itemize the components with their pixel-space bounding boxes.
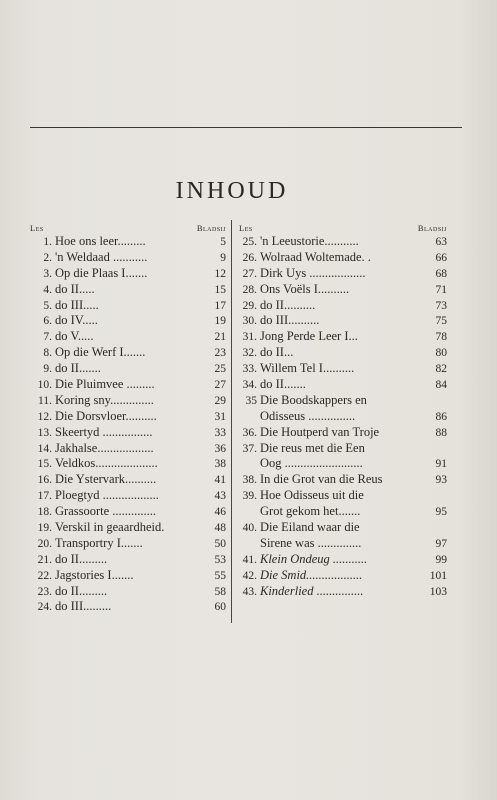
toc-entry — [30, 393, 226, 409]
lesson-number: 35 — [245, 394, 257, 407]
lesson-number: 20. — [37, 537, 52, 550]
page-number: 73 — [435, 299, 447, 312]
toc-entry — [30, 282, 226, 298]
lesson-title: Verskil in geaardheid. — [55, 520, 165, 535]
lesson-number: 33. — [242, 363, 257, 376]
toc-entry — [239, 298, 447, 314]
page-number: 21 — [214, 331, 226, 344]
lesson-title: do III.......... — [260, 313, 320, 328]
lesson-title: 'n Leeustorie........... — [260, 234, 359, 248]
page-number: 25 — [214, 363, 226, 376]
lesson-title: Die Ystervark.......... — [55, 472, 157, 487]
page-number: 12 — [214, 267, 226, 280]
toc-entry — [239, 584, 447, 600]
toc-entry — [239, 393, 447, 409]
lesson-number: 18. — [37, 506, 52, 519]
toc-entry — [239, 345, 447, 361]
lesson-title: do III......... — [55, 599, 112, 614]
lesson-title: Ons Voëls I.......... — [260, 281, 350, 296]
lesson-number: 24. — [37, 601, 52, 614]
bladsij-header: Bladsij — [417, 223, 447, 233]
lesson-title: do II..... — [55, 281, 95, 296]
toc-entry — [239, 536, 447, 552]
toc-entry — [239, 313, 447, 329]
page-number: 48 — [214, 522, 226, 535]
lesson-title: do V..... — [55, 329, 94, 344]
page-number: 43 — [214, 490, 226, 503]
page-number: 68 — [435, 267, 447, 280]
toc-entry — [30, 472, 226, 488]
lesson-number: 9. — [43, 363, 52, 376]
toc-entry — [30, 234, 226, 250]
lesson-number: 25. — [242, 236, 257, 248]
lesson-number: 39. — [242, 490, 257, 503]
lesson-number: 11. — [38, 394, 52, 407]
lesson-number: 7. — [43, 331, 52, 344]
page-number: 75 — [435, 315, 447, 328]
toc-entry — [30, 313, 226, 329]
toc-entry — [30, 441, 226, 457]
page-number: 38 — [214, 458, 226, 471]
lesson-title: Kinderlied ............... — [260, 583, 364, 598]
page-number: 23 — [214, 347, 226, 360]
toc-entry — [30, 456, 226, 472]
lesson-title: Die Houtperd van Troje — [260, 424, 380, 439]
lesson-number: 21. — [37, 553, 52, 566]
page-number: 5 — [220, 236, 226, 248]
lesson-number: 30. — [242, 315, 257, 328]
lesson-number: 31. — [242, 331, 257, 344]
page-number: 15 — [214, 283, 226, 296]
toc-entry — [239, 504, 447, 520]
toc-entry — [30, 266, 226, 282]
lesson-number: 8. — [43, 347, 52, 360]
les-header: Les — [30, 223, 44, 233]
page-number: 17 — [214, 299, 226, 312]
page-number: 95 — [435, 506, 447, 519]
lesson-number: 16. — [37, 474, 52, 487]
lesson-title: Odisseus ............... — [260, 408, 356, 423]
page-number: 78 — [435, 331, 447, 344]
toc-entry — [30, 425, 226, 441]
page-number: 55 — [214, 569, 226, 582]
toc-entry — [239, 329, 447, 345]
page-number: 63 — [435, 236, 447, 248]
lesson-title: do II... — [260, 345, 294, 360]
lesson-title: Die Smid.................. — [260, 567, 363, 582]
lesson-title: Klein Ondeug ........... — [260, 551, 368, 566]
toc-entry — [239, 472, 447, 488]
page-number: 101 — [429, 569, 447, 582]
toc-entry — [239, 377, 447, 393]
lesson-number: 17. — [37, 490, 52, 503]
lesson-title: Hoe Odisseus uit die — [260, 488, 364, 503]
toc-entry — [239, 266, 447, 282]
page-number: 19 — [214, 315, 226, 328]
lesson-number: 6. — [43, 315, 52, 328]
toc-entry — [239, 552, 447, 568]
lesson-title: Grot gekom het....... — [260, 504, 361, 519]
toc-entry — [239, 361, 447, 377]
toc-entry — [30, 552, 226, 568]
page-number: 80 — [435, 347, 447, 360]
page-number: 58 — [214, 585, 226, 598]
lesson-title: In die Grot van die Reus — [260, 472, 383, 487]
lesson-title: Op die Werf I....... — [55, 345, 146, 360]
lesson-number: 36. — [242, 426, 257, 439]
toc-entry — [30, 345, 226, 361]
lesson-title: Koring sny.............. — [55, 392, 154, 407]
column-header — [30, 222, 226, 234]
lesson-title: do III..... — [55, 297, 99, 312]
toc-entry — [239, 568, 447, 584]
toc-entry — [30, 488, 226, 504]
lesson-title: Die Dorsvloer.......... — [55, 408, 157, 423]
page-number: 33 — [214, 426, 226, 439]
lesson-number: 34. — [242, 379, 257, 392]
lesson-title: Op die Plaas I....... — [55, 265, 148, 280]
lesson-number: 26. — [242, 251, 257, 264]
lesson-title: Dirk Uys .................. — [260, 265, 366, 280]
toc-entry — [239, 520, 447, 536]
lesson-title: Die reus met die Een — [260, 440, 365, 455]
lesson-title: Wolraad Woltemade. . — [260, 249, 371, 264]
lesson-number: 37. — [242, 442, 257, 455]
lesson-number: 43. — [242, 585, 257, 598]
page-number: 41 — [214, 474, 226, 487]
toc-entry — [239, 456, 447, 472]
lesson-number: 12. — [37, 410, 52, 423]
lesson-number: 41. — [242, 553, 257, 566]
lesson-title: Skeertyd ................ — [55, 424, 153, 439]
page-number: 97 — [435, 537, 447, 550]
lesson-number: 22. — [37, 569, 52, 582]
lesson-title: Oog ......................... — [260, 456, 363, 471]
toc-entry — [30, 409, 226, 425]
page-number: 60 — [214, 601, 226, 614]
page-number: 84 — [435, 379, 447, 392]
toc-entry — [30, 504, 226, 520]
toc-entry — [30, 250, 226, 266]
lesson-title: do IV..... — [55, 313, 98, 328]
toc-entry — [30, 584, 226, 600]
lesson-number: 27. — [242, 267, 257, 280]
toc-entry — [30, 568, 226, 584]
lesson-number: 5. — [43, 299, 52, 312]
lesson-title: do II......... — [55, 583, 108, 598]
page-number: 53 — [214, 553, 226, 566]
toc-entry — [30, 536, 226, 552]
lesson-title: Grassoorte .............. — [55, 504, 157, 519]
lesson-number: 4. — [43, 283, 52, 296]
toc-entry — [239, 282, 447, 298]
lesson-title: do II.......... — [260, 297, 316, 312]
page-title: INHOUD — [175, 178, 289, 204]
lesson-number: 19. — [37, 522, 52, 535]
lesson-number: 13. — [37, 426, 52, 439]
toc-entry — [30, 520, 226, 536]
lesson-number: 23. — [37, 585, 52, 598]
page-number: 36 — [214, 442, 226, 455]
toc-column-left — [30, 222, 226, 615]
lesson-number: 10. — [37, 379, 52, 392]
column-header — [239, 222, 447, 234]
page-number: 31 — [214, 410, 226, 423]
lesson-title: Jakhalse.................. — [55, 440, 154, 455]
toc-entry — [239, 425, 447, 441]
toc-column-right — [239, 222, 447, 599]
page-number: 82 — [435, 363, 447, 376]
page-number: 46 — [214, 506, 226, 519]
page-number: 27 — [214, 379, 226, 392]
lesson-number: 15. — [37, 458, 52, 471]
lesson-number: 2. — [43, 251, 52, 264]
lesson-title: do II......... — [55, 551, 108, 566]
toc-entry — [30, 599, 226, 615]
page-number: 86 — [435, 410, 447, 423]
lesson-number: 28. — [242, 283, 257, 296]
lesson-title: Die Eiland waar die — [260, 520, 360, 535]
bladsij-header: Bladsij — [196, 223, 226, 233]
page-number: 88 — [435, 426, 447, 439]
lesson-title: Die Boodskappers en — [260, 392, 367, 407]
toc-entry — [30, 361, 226, 377]
page-number: 103 — [429, 585, 447, 598]
page-number: 93 — [435, 474, 447, 487]
toc-entry — [239, 409, 447, 425]
lesson-title: do II....... — [260, 377, 306, 392]
lesson-title: Jagstories I....... — [55, 567, 134, 582]
lesson-number: 32. — [242, 347, 257, 360]
lesson-title: 'n Weldaad ........... — [55, 249, 148, 264]
lesson-number: 1. — [43, 236, 52, 248]
lesson-number: 38. — [242, 474, 257, 487]
lesson-number: 3. — [43, 267, 52, 280]
lesson-title: Willem Tel I.......... — [260, 361, 355, 376]
page-number: 29 — [214, 394, 226, 407]
page-number: 99 — [435, 553, 447, 566]
lesson-number: 29. — [242, 299, 257, 312]
column-divider — [231, 220, 232, 623]
lesson-number: 42. — [242, 569, 257, 582]
lesson-title: Ploegtyd .................. — [55, 488, 159, 503]
toc-entry — [30, 329, 226, 345]
lesson-title: Sirene was .............. — [260, 535, 362, 550]
page-number: 9 — [220, 251, 226, 264]
page-number: 91 — [435, 458, 447, 471]
toc-entry — [239, 441, 447, 457]
lesson-title: do II....... — [55, 361, 101, 376]
toc-entry — [30, 298, 226, 314]
toc-entry — [239, 250, 447, 266]
les-header: Les — [239, 223, 253, 233]
top-rule — [30, 127, 462, 128]
lesson-title: Veldkos.................... — [55, 456, 158, 471]
lesson-title: Transportry I....... — [55, 535, 143, 550]
page-number: 50 — [214, 537, 226, 550]
page-number: 71 — [435, 283, 447, 296]
lesson-number: 14. — [37, 442, 52, 455]
lesson-title: Hoe ons leer......... — [55, 234, 146, 248]
toc-entry — [239, 234, 447, 250]
toc-entry — [30, 377, 226, 393]
page-number: 66 — [435, 251, 447, 264]
toc-entry — [239, 488, 447, 504]
lesson-number: 40. — [242, 522, 257, 535]
lesson-title: Die Pluimvee ......... — [55, 377, 155, 392]
lesson-title: Jong Perde Leer I... — [260, 329, 358, 344]
